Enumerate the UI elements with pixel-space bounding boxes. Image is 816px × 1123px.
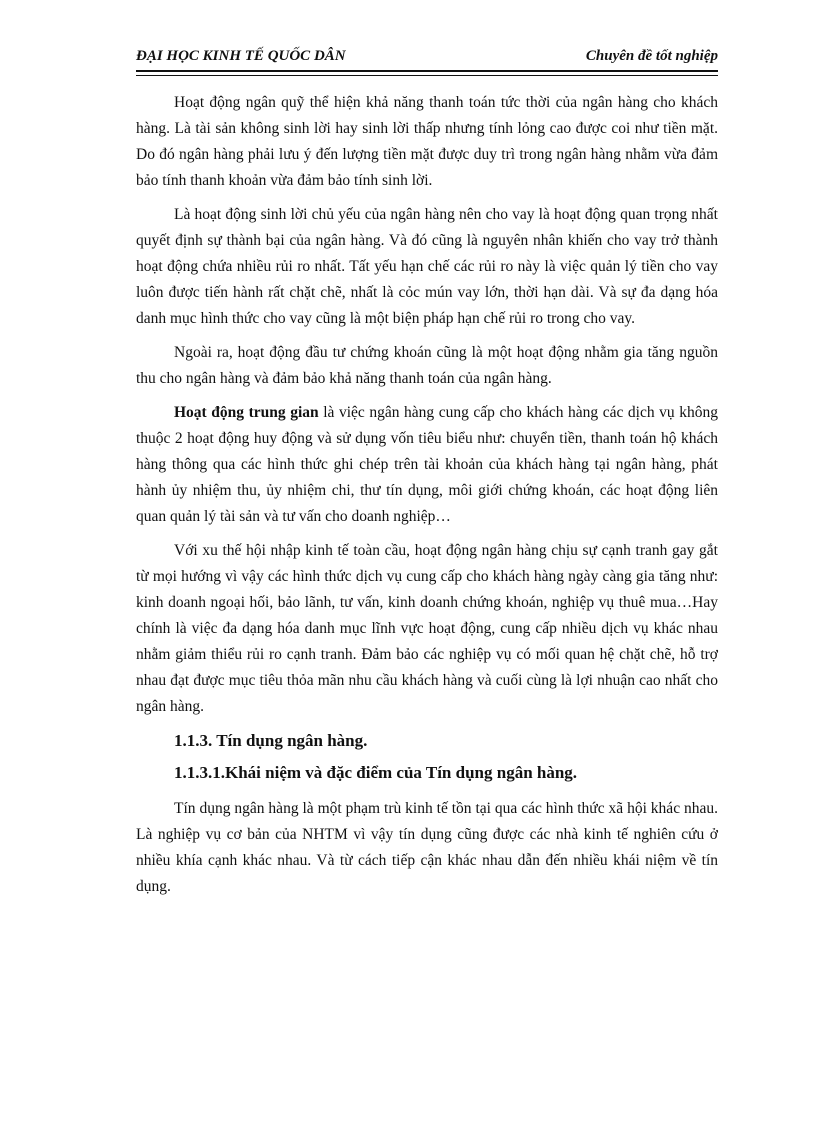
paragraph-treasury: Hoạt động ngân quỹ thể hiện khả năng thanh toán tức thời của ngân hàng cho khách hàng. Là tài sản không sinh lời hay sinh lời thấp nhưng tính lỏng cao được coi như tiền mặt. Do đó ngân hàng phải lưu ý đến lượng tiền mặt được duy trì trong ngân hàng nhằm vừa đảm bảo tính thanh khoản vừa đảm bảo tính sinh lời. — [136, 94, 718, 189]
header-rule-thick — [136, 70, 718, 72]
section-heading: 1.1.3. Tín dụng ngân hàng. — [174, 731, 368, 750]
header-rule-thin — [136, 75, 718, 76]
paragraph-credit-definition: Tín dụng ngân hàng là một phạm trù kinh tế tồn tại qua các hình thức xã hội khác nhau. Là nghiệp vụ cơ bản của NHTM vì vậy tín dụng cũng được các nhà kinh tế nghiên cứu ở nhiều khía cạnh khác nhau. Và từ cách tiếp cận khác nhau dẫn đến nhiều khái niệm về tín dụng. — [136, 800, 718, 895]
page-body — [136, 90, 718, 900]
paragraph-intermediary — [136, 400, 718, 530]
paragraph-investment: Ngoài ra, hoạt động đầu tư chứng khoán cũng là một hoạt động nhằm gia tăng nguồn thu cho ngân hàng và đảm bảo khả năng thanh toán của ngân hàng. — [136, 344, 718, 387]
paragraph-integration: Với xu thế hội nhập kinh tế toàn cầu, hoạt động ngân hàng chịu sự cạnh tranh gay gắt từ mọi hướng vì vậy các hình thức dịch vụ cung cấp cho khách hàng ngày càng gia tăng như: kinh doanh ngoại hối, bảo lãnh, tư vấn, kinh doanh chứng khoán, nghiệp vụ thuê mua…Hay chính là việc đa dạng hóa danh mục lĩnh vực hoạt động, cung cấp nhiều dịch vụ khác nhau nhằm giảm thiểu rủi ro cạnh tranh. Đảm bảo các nghiệp vụ có mối quan hệ chặt chẽ, hỗ trợ nhau đạt được mục tiêu thỏa mãn nhu cầu khách hàng và cuối cùng là lợi nhuận cao nhất cho ngân hàng. — [136, 542, 718, 715]
page-header — [136, 48, 718, 70]
paragraph-lending: Là hoạt động sinh lời chủ yếu của ngân hàng nên cho vay là hoạt động quan trọng nhất quyết định sự thành bại của ngân hàng. Và đó cũng là nguyên nhân khiến cho vay trở thành hoạt động chứa nhiều rủi ro nhất. Tất yếu hạn chế các rủi ro này là việc quản lý tiền cho vay luôn được tiến hành rất chặt chẽ, nhất là cỏc mún vay lớn, thời hạn dài. Và sự đa dạng hóa danh mục hình thức cho vay cũng là một biện pháp hạn chế rủi ro trong cho vay. — [136, 206, 718, 327]
intermediary-text: là việc ngân hàng cung cấp cho khách hàng các dịch vụ không thuộc 2 hoạt động huy động và sử dụng vốn tiêu biểu như: chuyển tiền, thanh toán hộ khách hàng thông qua các hình thức ghi chép trên tài khoản của khách hàng tại ngân hàng, phát hành ủy nhiệm thu, ủy nhiệm chi, thư tín dụng, môi giới chứng khoán, các hoạt động liên quan quản lý tài sản và tư vấn cho doanh nghiệp… — [136, 404, 718, 525]
subsection-heading: 1.1.3.1.Khái niệm và đặc điểm của Tín dụng ngân hàng. — [174, 763, 578, 782]
header-document-type: Chuyên đề tốt nghiệp — [585, 48, 718, 64]
intermediary-lead: Hoạt động trung gian — [174, 404, 319, 421]
header-university: ĐẠI HỌC KINH TẾ QUỐC DÂN — [136, 48, 346, 64]
